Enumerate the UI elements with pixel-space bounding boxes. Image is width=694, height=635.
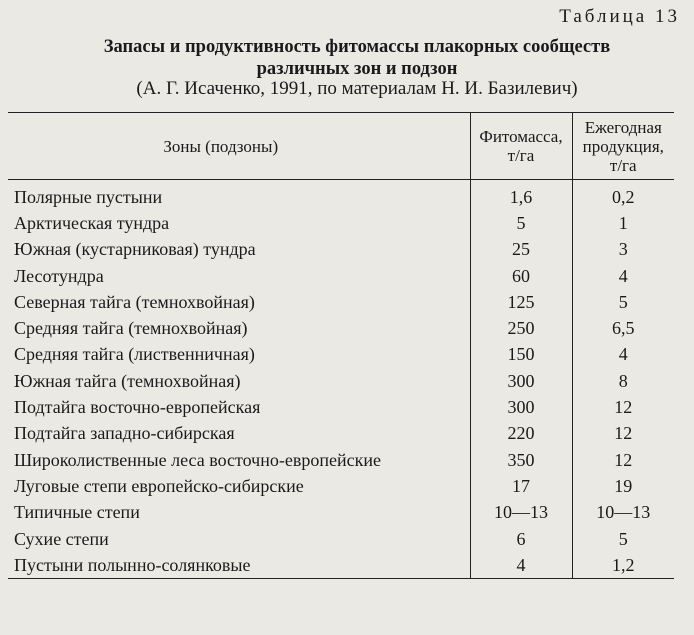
header-phytomass-label: Фитомасса, т/га — [479, 127, 563, 165]
cell-production: 3 — [572, 237, 674, 263]
table-row — [8, 421, 674, 447]
cell-zone: Северная тайга (темнохвойная) — [14, 291, 255, 312]
cell-production: 5 — [572, 526, 674, 552]
cell-phytomass: 300 — [470, 394, 572, 420]
cell-phytomass: 150 — [470, 342, 572, 368]
table-row — [8, 237, 674, 263]
cell-production: 4 — [572, 263, 674, 289]
table-row — [8, 447, 674, 473]
cell-phytomass: 17 — [470, 473, 572, 499]
table-row — [8, 473, 674, 499]
cell-phytomass: 125 — [470, 289, 572, 315]
cell-zone: Полярные пустыни — [14, 186, 163, 207]
header-zone: Зоны (подзоны) — [8, 113, 470, 180]
table-row — [8, 289, 674, 315]
table-number: Таблица 13 — [559, 6, 680, 27]
cell-zone: Лесотундра — [14, 265, 104, 286]
cell-zone: Арктическая тундра — [14, 212, 170, 233]
cell-phytomass: 1,6 — [470, 180, 572, 211]
table-row — [8, 263, 674, 289]
table-row — [8, 342, 674, 368]
cell-production: 10—13 — [572, 500, 674, 526]
table-header-row — [8, 113, 674, 180]
cell-zone: Широколиственные леса восточно-европейские — [14, 449, 381, 470]
cell-production: 19 — [572, 473, 674, 499]
phytomass-table — [8, 112, 674, 579]
table-title-line2: различных зон и подзон — [256, 59, 458, 79]
header-annual-production-label: Ежегодная продукция, т/га — [582, 117, 664, 175]
cell-phytomass: 6 — [470, 526, 572, 552]
cell-production: 1 — [572, 210, 674, 236]
cell-production: 12 — [572, 394, 674, 420]
cell-zone: Типичные степи — [14, 502, 140, 523]
table-row — [8, 526, 674, 552]
cell-zone: Южная тайга (темнохвойная) — [14, 370, 241, 391]
cell-production: 0,2 — [572, 180, 674, 211]
table-row — [8, 500, 674, 526]
cell-production: 12 — [572, 421, 674, 447]
cell-phytomass: 60 — [470, 263, 572, 289]
cell-zone: Луговые степи европейско-сибирские — [14, 475, 304, 496]
table-row — [8, 552, 674, 579]
table-body — [8, 180, 674, 579]
cell-phytomass: 25 — [470, 237, 572, 263]
cell-zone: Сухие степи — [14, 528, 109, 549]
cell-phytomass: 300 — [470, 368, 572, 394]
cell-production: 4 — [572, 342, 674, 368]
cell-phytomass: 10—13 — [470, 500, 572, 526]
cell-zone: Южная (кустарниковая) тундра — [14, 239, 256, 260]
cell-zone: Средняя тайга (лиственничная) — [14, 344, 255, 365]
header-annual-production — [572, 113, 674, 180]
cell-production: 6,5 — [572, 315, 674, 341]
cell-zone: Подтайга западно-сибирская — [14, 423, 235, 444]
cell-zone: Пустыни полынно-солянковые — [8, 552, 470, 579]
table-row — [8, 368, 674, 394]
cell-zone: Подтайга восточно-европейская — [14, 397, 261, 418]
table-row — [8, 180, 674, 211]
cell-phytomass: 250 — [470, 315, 572, 341]
cell-phytomass: 5 — [470, 210, 572, 236]
cell-phytomass: 350 — [470, 447, 572, 473]
cell-production: 12 — [572, 447, 674, 473]
table-row — [8, 210, 674, 236]
cell-production: 5 — [572, 289, 674, 315]
cell-production: 8 — [572, 368, 674, 394]
table-row — [8, 394, 674, 420]
cell-zone: Средняя тайга (темнохвойная) — [14, 318, 248, 339]
cell-production: 1,2 — [572, 552, 674, 579]
table-row — [8, 315, 674, 341]
table-title-line1: Запасы и продуктивность фитомассы плакорных сообществ — [103, 37, 611, 57]
header-phytomass — [470, 113, 572, 180]
cell-phytomass: 220 — [470, 421, 572, 447]
table-source: (А. Г. Исаченко, 1991, по материалам Н. И. Базилевич) — [136, 78, 578, 99]
table-title — [0, 36, 694, 80]
cell-phytomass: 4 — [470, 552, 572, 579]
